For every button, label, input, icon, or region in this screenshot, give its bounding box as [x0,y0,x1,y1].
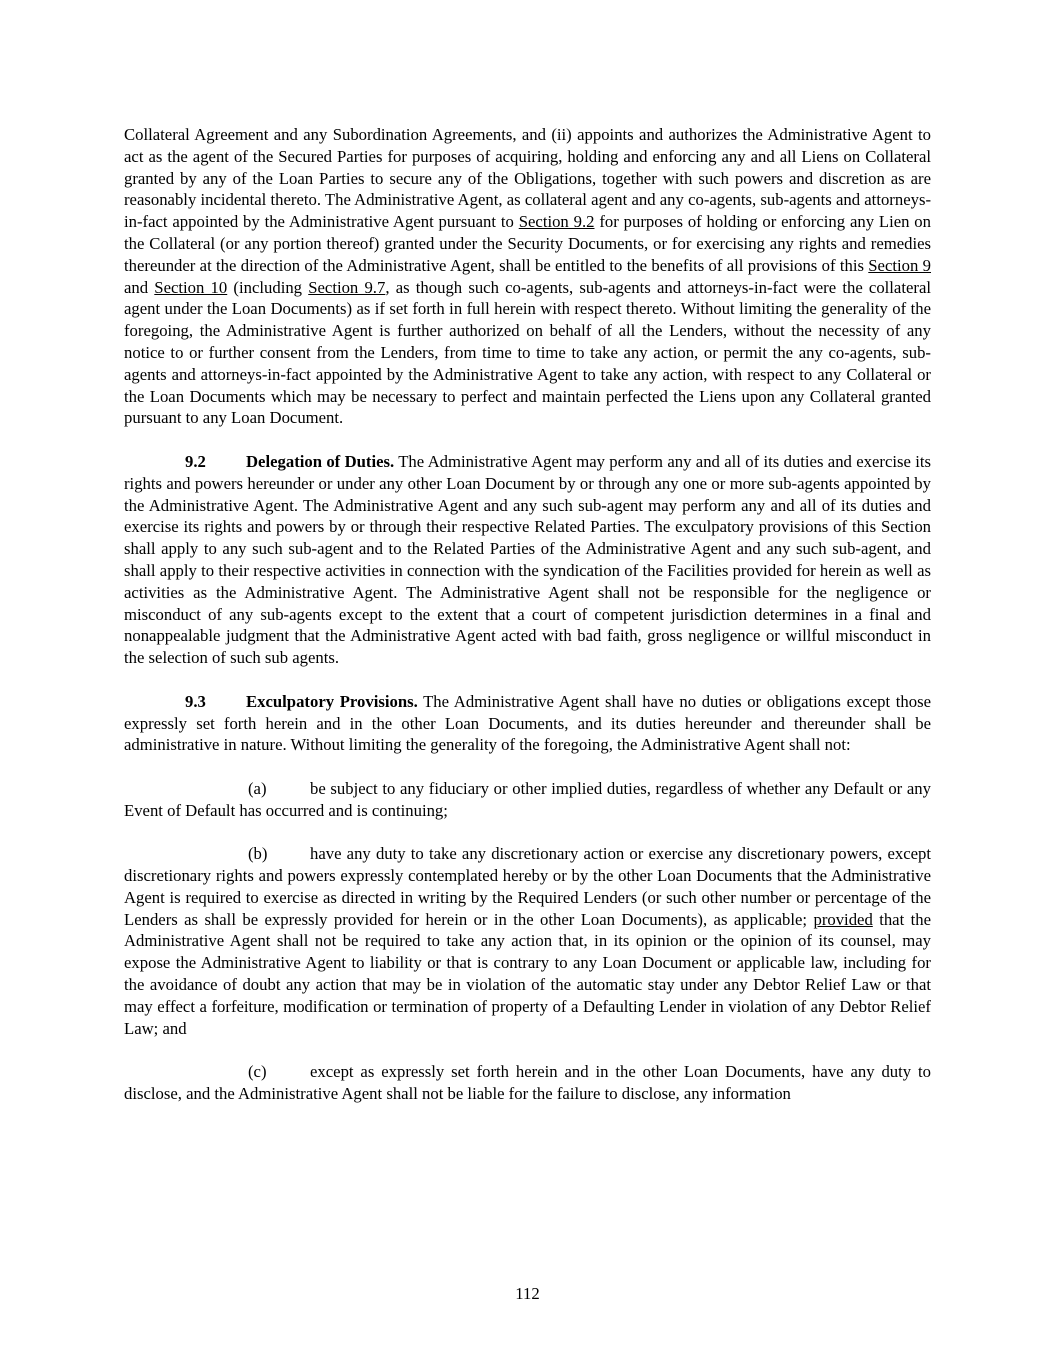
clause-b [124,843,931,1039]
section-body: The Administrative Agent may perform any and all of its duties and exercise its rights and powers hereunder or under any other Loan Document by or through any one or more sub-agents appointed by the Administrative Agent. The Administrative Agent and any such sub-agent may perform any and all of its duties and exercise its rights and powers by or through their respective Related Parties. The exculpatory provisions of this Section shall apply to any such sub-agent and to the Related Parties of the Administrative Agent and any such sub-agent, and shall apply to their respective activities in connection with the syndication of the Facilities provided for herein as well as activities as the Administrative Agent. The Administrative Agent shall not be responsible for the negligence or misconduct of any sub-agents except to the extent that a court of competent jurisdiction determines in a final and nonappealable judgment that the Administrative Agent acted with bad faith, gross negligence or willful misconduct in the selection of such sub agents. [124,451,931,668]
section-reference: Section 9.2 [518,212,595,232]
section-number: 9.3 [185,691,206,711]
document-page [124,124,931,1105]
section-title: Delegation of Duties. [246,451,395,471]
section-number: 9.2 [185,451,206,471]
section-title: Exculpatory Provisions. [246,691,418,711]
paragraph-text: and [124,277,155,297]
section-reference: Section 10 [154,277,228,297]
paragraph-text: , as though such co-agents, sub-agents and attorneys-in-fact were the collateral agent under the Loan Documents) as if set forth in full herein with respect thereto. Without limiting the generality of the foregoing, the Administrative Agent is further authorized on behalf of all the Lenders, without the necessity of any notice to or further consent from the Lenders, from time to time to take any action, or permit the any co-agents, sub-agents and attorneys-in-fact appointed by the Administrative Agent to take any action, with respect to any Collateral or the Loan Documents which may be necessary to perfect and maintain perfected the Liens upon any Collateral granted pursuant to any Loan Document. [124,277,931,428]
paragraph-text: Collateral Agreement and any Subordination Agreements, and (ii) appoints and authorizes the Administrative Agent to act as the agent of the Secured Parties for purposes of acquiring, holding and enforcing any and all Liens on Collateral granted by any of the Loan Parties to secure any of the Obligations, together with such powers and discretion as are reasonably incidental thereto. The Administrative Agent, as collateral agent and any co-agents, sub-agents and attorneys-in-fact appointed by the Administrative Agent pursuant to [124,125,931,232]
page-number: 112 [515,1284,540,1303]
section-body: The Administrative Agent shall have no duties or obligations except those expressly set forth herein and in the other Loan Documents, and its duties hereunder and thereunder shall be administrative in nature. Without limiting the generality of the foregoing, the Administrative Agent shall not: [124,691,931,755]
proviso-term: provided [813,909,873,929]
clause-body: that the Administrative Agent shall not be required to take any action that, in its opinion or the opinion of its counsel, may expose the Administrative Agent to liability or that is contrary to any Loan Document or applicable law, including for the avoidance of doubt any action that may be in violation of the automatic stay under any Debtor Relief Law or that may effect a forfeiture, modification or termination of property of a Defaulting Lender in violation of any Debtor Relief Law; and [124,909,932,1038]
clause-body: have any duty to take any discretionary action or exercise any discretionary powers, except discretionary rights and powers expressly contemplated hereby or by the other Loan Documents that the Administrative Agent is required to exercise as directed in writing by the Required Lenders (or such other number or percentage of the Lenders as shall be expressly provided for herein or in the other Loan Documents), as applicable; [124,844,931,929]
section-9-2 [124,451,931,669]
clause-body: except as expressly set forth herein and in the other Loan Documents, have any duty to disclose, and the Administrative Agent shall not be liable for the failure to disclose, any information [124,1062,931,1104]
clause-c [124,1061,931,1105]
clause-body: be subject to any fiduciary or other implied duties, regardless of whether any Default or any Event of Default has occurred and is continuing; [124,778,931,820]
clause-label: (a) [248,778,267,798]
section-reference: Section 9 [868,255,931,275]
clause-a [124,778,931,822]
section-9-3 [124,691,931,756]
clause-label: (b) [248,844,268,864]
intro-paragraph [124,124,931,429]
paragraph-text: for purposes of holding or enforcing any Lien on the Collateral (or any portion thereof) granted under the Security Documents, or for exercising any rights and remedies thereunder at the direction of the Administrative Agent, shall be entitled to the benefits of all provisions of this [124,212,931,275]
section-reference: Section 9.7 [308,277,386,297]
paragraph-text: (including [227,277,309,297]
clause-label: (c) [248,1062,267,1082]
